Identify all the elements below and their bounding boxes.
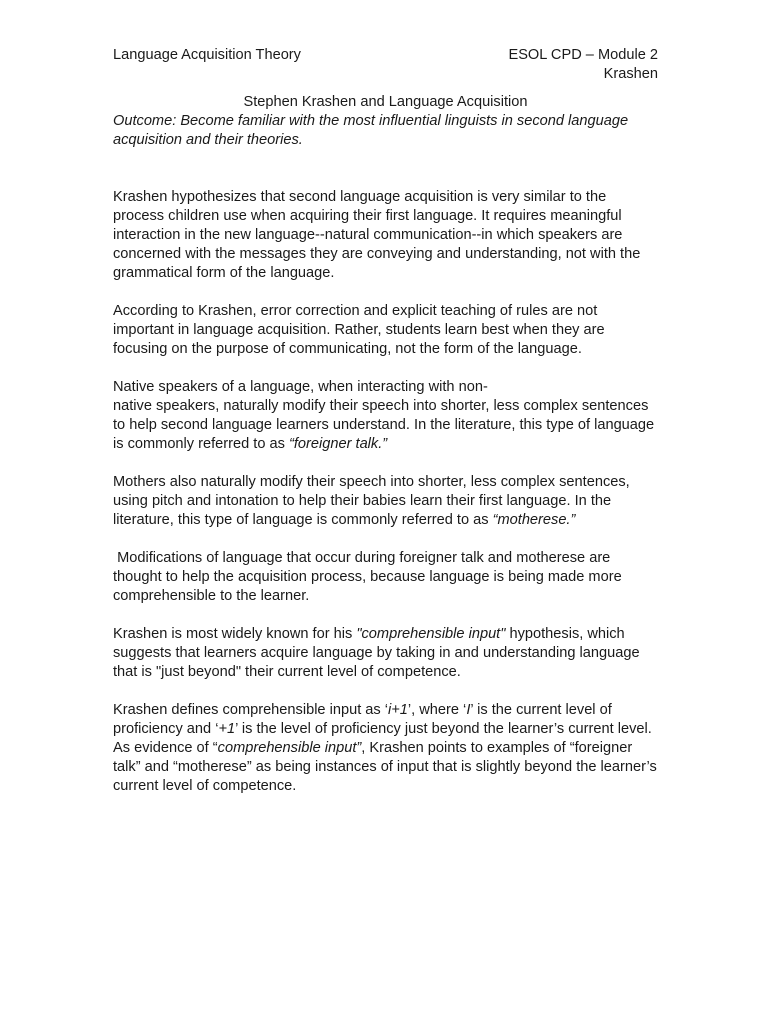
- paragraph-3-line-1: Native speakers of a language, when interacting with non-: [113, 379, 488, 395]
- header-course-title: Language Acquisition Theory: [113, 47, 301, 63]
- paragraph-6-text-a: Krashen is most widely known for his: [113, 626, 357, 642]
- paragraph-7-text-d: ’ is the level of proficiency just beyond the learner’s current level. As evidence of “: [113, 721, 652, 756]
- paragraph-6-text-b: hypothesis, which suggests that learners acquire language by taking in and understanding language that is "just beyond" their current level of competence.: [113, 626, 640, 680]
- header-module-line: ESOL CPD – Module 2: [508, 47, 658, 63]
- foreigner-talk-term: “foreigner talk.”: [289, 436, 388, 452]
- i-term: I: [466, 702, 471, 718]
- i-plus-1-term: i+1: [388, 702, 408, 718]
- paragraph-2: According to Krashen, error correction and explicit teaching of rules are not important in language acquisition. Rather, students learn best when they are focusing on the purpose of communicating, not the form of the language.: [113, 303, 605, 357]
- comprehensible-input-term: "comprehensible input": [356, 626, 506, 642]
- paragraph-7-text-b: ’, where ‘: [407, 702, 467, 718]
- motherese-term: “motherese.”: [492, 512, 576, 528]
- paragraph-1: Krashen hypothesizes that second language acquisition is very similar to the process children use when acquiring their first language. It requires meaningful interaction in the new language--natural communication--in which speakers are concerned with the messages they are conveying and understanding, not with the grammatical form of the language.: [113, 189, 641, 281]
- paragraph-4-text: Mothers also naturally modify their speech into shorter, less complex sentences, using pitch and intonation to help their babies learn their first language. In the literature, this type of language is commonly referred to as: [113, 474, 630, 528]
- plus-1-term: +1: [218, 721, 236, 737]
- paragraph-3-text: native speakers, naturally modify their speech into shorter, less complex sentences to help second language learners understand. In the literature, this type of language is commonly referred to as: [113, 398, 655, 452]
- paragraph-7-text-c: ’ is the current level of proficiency and ‘: [113, 702, 612, 737]
- page-header: [113, 46, 658, 86]
- paragraph-7: [113, 701, 658, 796]
- paragraph-6: [113, 625, 658, 682]
- document-title: Stephen Krashen and Language Acquisition: [243, 94, 528, 110]
- comprehensible-input-evidence-term: comprehensible input”: [217, 740, 362, 756]
- paragraph-7-text-e: , Krashen points to examples of “foreigner talk” and “motherese” as being instances of input that is slightly beyond the learner’s current level of competence.: [113, 740, 657, 794]
- paragraph-3: [113, 378, 658, 454]
- header-module: [508, 46, 658, 84]
- paragraph-7-text-a: Krashen defines comprehensible input as ‘: [113, 702, 389, 718]
- header-topic-line: Krashen: [603, 66, 658, 82]
- paragraph-4: [113, 473, 658, 530]
- paragraph-5: Modifications of language that occur during foreigner talk and motherese are thought to help the acquisition process, because language is being made more comprehensible to the learner.: [113, 550, 626, 604]
- outcome-statement: Outcome: Become familiar with the most influential linguists in second language acquisition and their theories.: [113, 113, 629, 148]
- document-page: [113, 46, 658, 796]
